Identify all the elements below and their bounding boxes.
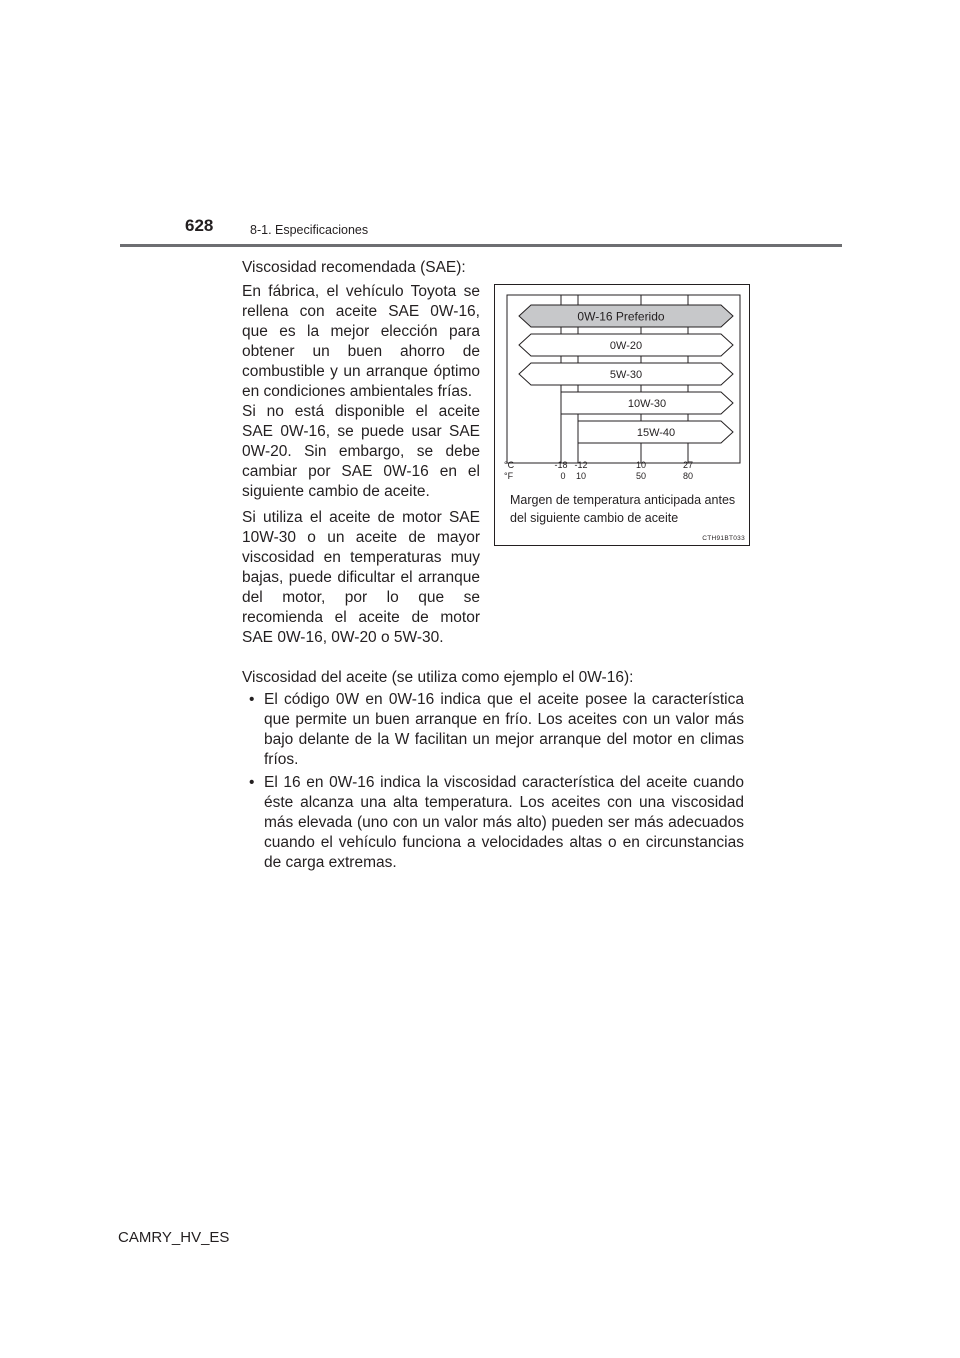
tick-label-f: 0: [560, 471, 566, 481]
list-item: [242, 690, 744, 770]
axis-unit-celsius: °C: [504, 460, 515, 470]
intro-heading: Viscosidad recomendada (SAE):: [242, 259, 466, 276]
grade-label-0w20: 0W-20: [609, 340, 643, 352]
header-rule: [120, 244, 842, 247]
viscosity-title: Viscosidad del aceite (se utiliza como ejemplo el 0W-16):: [242, 669, 634, 686]
tick-label-c: 10: [635, 460, 647, 470]
tick-label-c: -12: [574, 460, 588, 470]
left-column: [242, 282, 480, 654]
paragraph-factory-fill: En fábrica, el vehículo Toyota se rellena con aceite SAE 0W-16, que es la mejor elección para obtener un buen ahorro de combustible y un arranque óptimo en condiciones ambientales frías.: [242, 283, 480, 400]
footer-code: CAMRY_HV_ES: [118, 1229, 230, 1246]
bullet-text: El código 0W en 0W-16 indica que el aceite posee la característica que permite un buen arranque en frío. Los aceites con un valor más bajo delante de la W facilitan un mejor arranque del motor en climas fríos.: [264, 691, 744, 768]
viscosity-section: [242, 668, 744, 876]
bullet-text: El 16 en 0W-16 indica la viscosidad característica del aceite cuando éste alcanza una alta temperatura. Los aceites con una viscosidad más elevada (uno con un valor más alto) pueden ser más adecuados cuando el vehículo funciona a velocidades altas o en circunstancias de carga extremas.: [264, 774, 744, 871]
page-number: 628: [185, 216, 214, 235]
viscosity-figure: [494, 284, 750, 546]
figure-caption: Margen de temperatura anticipada antes del siguiente cambio de aceite: [510, 493, 736, 525]
section-title: 8-1. Especificaciones: [250, 223, 369, 237]
tick-label-c: 27: [682, 460, 694, 470]
list-item: [242, 773, 744, 873]
axis-unit-fahrenheit: °F: [504, 471, 514, 481]
paragraph-alternative-oil: Si no está disponible el aceite SAE 0W-16, se puede usar SAE 0W-20. Sin embargo, se debe cambiar por SAE 0W-16 en el siguiente cambio de aceite.: [242, 403, 480, 500]
viscosity-bullets: [242, 690, 744, 873]
bullet-mark: •: [249, 691, 255, 708]
tick-label-c: -18: [554, 460, 568, 470]
figure-code: CTH91BT033: [702, 535, 745, 542]
tick-label-f: 10: [575, 471, 587, 481]
grade-label-0w16: 0W-16 Preferido: [577, 309, 665, 324]
paragraph-low-temperature: Si utiliza el aceite de motor SAE 10W-30 o un aceite de mayor viscosidad en temperaturas muy bajas, puede dificultar el arranque del motor, por lo que se recomienda el aceite de motor SAE 0W-16, 0W-20 o 5W-30.: [242, 509, 480, 646]
tick-label-f: 80: [682, 471, 694, 481]
tick-label-f: 50: [635, 471, 647, 481]
grade-label-10w30: 10W-30: [627, 398, 667, 410]
grade-label-5w30: 5W-30: [609, 369, 643, 381]
bullet-mark: •: [249, 774, 255, 791]
grade-label-15w40: 15W-40: [636, 427, 676, 439]
